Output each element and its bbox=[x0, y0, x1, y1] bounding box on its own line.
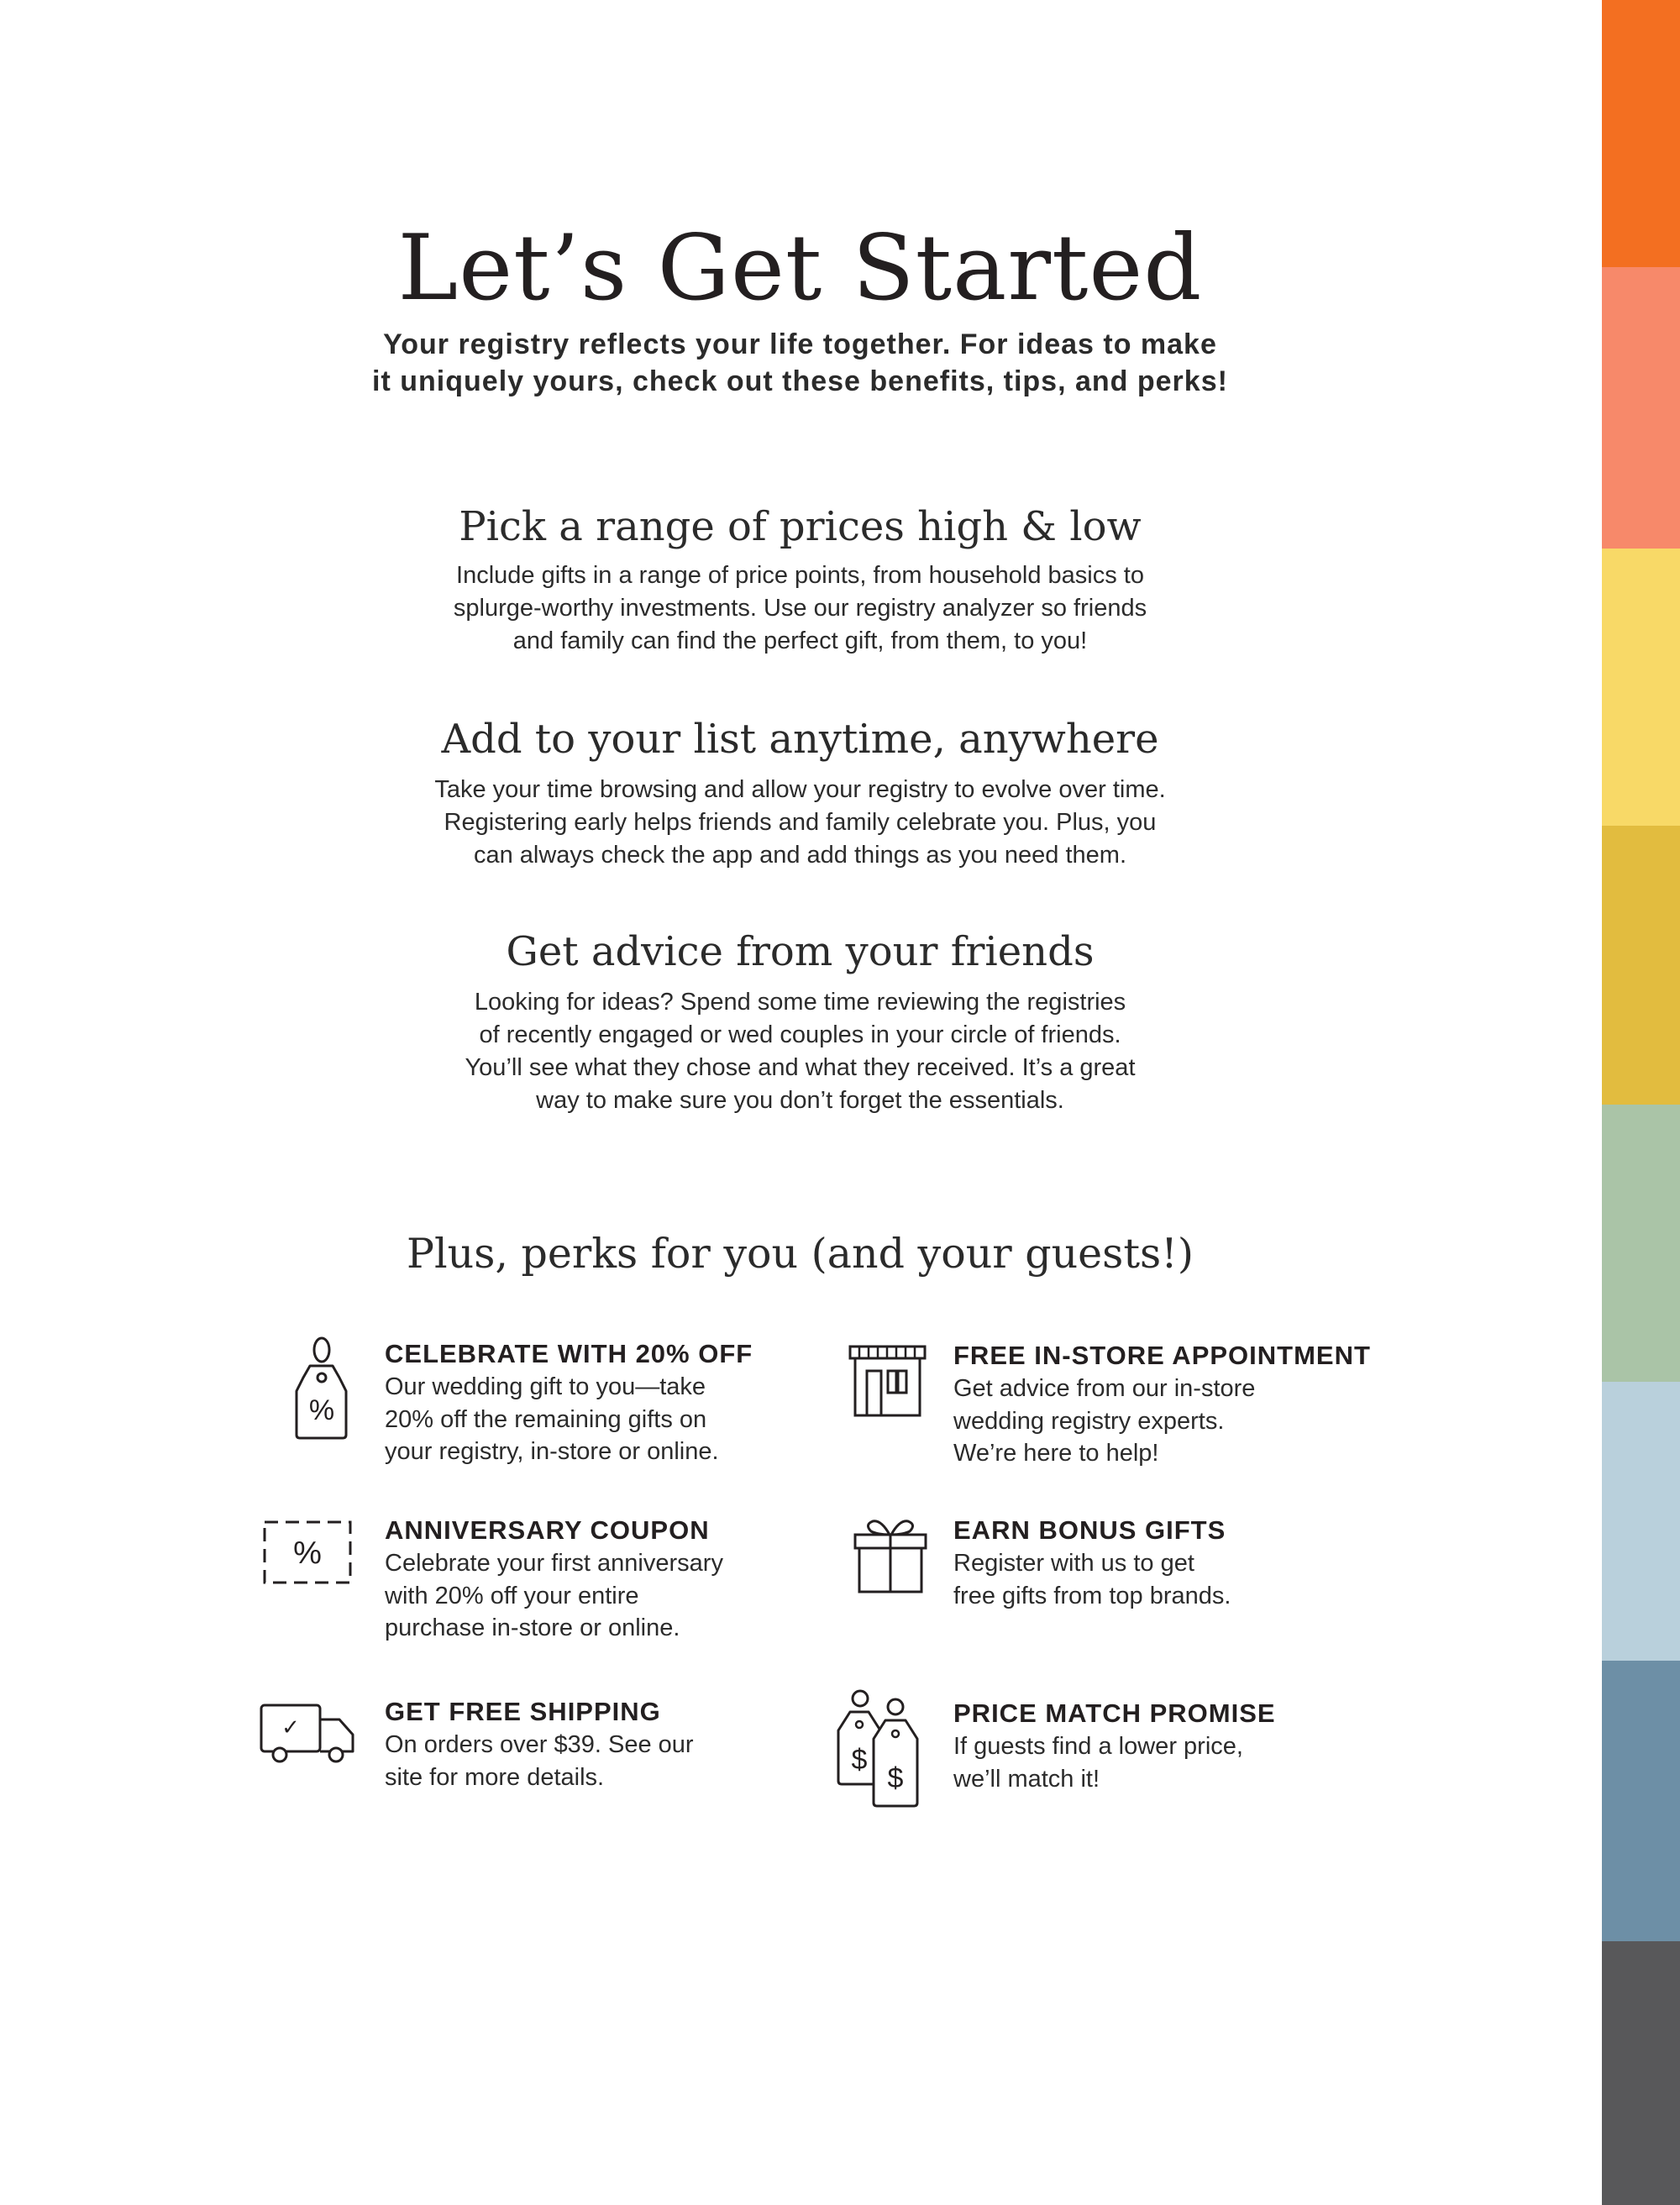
subtitle-line: it uniquely yours, check out these benefits, tips, and perks! bbox=[372, 365, 1228, 397]
perk-line: 20% off the remaining gifts on bbox=[385, 1405, 707, 1433]
body-line: can always check the app and add things as you need them. bbox=[473, 842, 1127, 869]
percent-glyph: % bbox=[308, 1394, 335, 1426]
color-tab-light-blue[interactable] bbox=[1602, 1382, 1680, 1661]
color-tab-orange[interactable] bbox=[1602, 0, 1680, 267]
perk-line: with 20% off your entire bbox=[385, 1582, 639, 1609]
section-heading-advice: Get advice from your friends bbox=[506, 928, 1095, 975]
check-glyph: ✓ bbox=[281, 1715, 300, 1740]
body-line: splurge-worthy investments. Use our registry analyzer so friends bbox=[453, 595, 1147, 622]
storefront-icon bbox=[848, 1344, 927, 1420]
perk-body bbox=[953, 1547, 1424, 1612]
body-line: You’ll see what they chose and what they received. It’s a great bbox=[465, 1054, 1136, 1081]
perk-line: purchase in-store or online. bbox=[385, 1614, 680, 1641]
body-line: and family can find the perfect gift, from them, to you! bbox=[512, 627, 1088, 654]
perk-line: On orders over $39. See our bbox=[385, 1731, 694, 1758]
perk-title: ANNIVERSARY COUPON bbox=[385, 1515, 710, 1545]
perk-line: Celebrate your first anniversary bbox=[385, 1550, 723, 1577]
perk-body bbox=[385, 1729, 855, 1793]
perk-earn-bonus-gifts bbox=[953, 1514, 1424, 1612]
dollar-glyph: $ bbox=[887, 1762, 904, 1794]
perk-celebrate-20-off bbox=[385, 1337, 855, 1468]
dollar-glyph: $ bbox=[851, 1744, 868, 1776]
perk-line: site for more details. bbox=[385, 1763, 605, 1791]
perk-body bbox=[953, 1373, 1424, 1470]
gift-box-icon bbox=[853, 1516, 928, 1594]
perk-title: GET FREE SHIPPING bbox=[385, 1697, 661, 1726]
perk-get-free-shipping bbox=[385, 1695, 855, 1793]
perk-body bbox=[385, 1371, 855, 1468]
body-line: Looking for ideas? Spend some time reviewing the registries bbox=[474, 989, 1126, 1016]
page-subtitle bbox=[0, 326, 1600, 400]
subtitle-line: Your registry reflects your life together. For ideas to make bbox=[383, 328, 1217, 360]
perk-line: If guests find a lower price, bbox=[953, 1733, 1243, 1760]
body-line: Include gifts in a range of price points, from household basics to bbox=[456, 562, 1144, 589]
perk-line: your registry, in-store or online. bbox=[385, 1438, 719, 1465]
perk-line: We’re here to help! bbox=[953, 1440, 1159, 1467]
perks-heading: Plus, perks for you (and your guests!) bbox=[407, 1230, 1194, 1278]
body-line: of recently engaged or wed couples in your circle of friends. bbox=[479, 1021, 1121, 1048]
price-tags-icon bbox=[835, 1687, 927, 1809]
perk-body bbox=[385, 1547, 855, 1645]
percent-tag-icon bbox=[290, 1336, 353, 1441]
color-tab-charcoal[interactable] bbox=[1602, 1941, 1680, 2205]
percent-glyph: % bbox=[293, 1536, 322, 1571]
perk-anniversary-coupon bbox=[385, 1514, 855, 1645]
perk-free-in-store-appointment bbox=[953, 1339, 1424, 1470]
section-body-advice bbox=[0, 986, 1600, 1117]
perk-title: PRICE MATCH PROMISE bbox=[953, 1698, 1276, 1728]
section-body-anytime bbox=[0, 774, 1600, 872]
color-tab-sage[interactable] bbox=[1602, 1105, 1680, 1382]
perk-price-match-promise bbox=[953, 1697, 1424, 1795]
perk-line: wedding registry experts. bbox=[953, 1407, 1225, 1435]
section-heading-anytime: Add to your list anytime, anywhere bbox=[441, 716, 1159, 763]
perk-line: Register with us to get bbox=[953, 1550, 1194, 1577]
perk-line: Our wedding gift to you—take bbox=[385, 1373, 706, 1400]
color-tab-gold[interactable] bbox=[1602, 826, 1680, 1105]
perk-title: CELEBRATE WITH 20% OFF bbox=[385, 1339, 753, 1368]
section-body-prices bbox=[0, 559, 1600, 658]
body-line: Registering early helps friends and family celebrate you. Plus, you bbox=[444, 809, 1157, 836]
color-tab-yellow[interactable] bbox=[1602, 549, 1680, 826]
section-color-tabs bbox=[1602, 0, 1680, 2205]
color-tab-salmon[interactable] bbox=[1602, 267, 1680, 549]
color-tab-steel-blue[interactable] bbox=[1602, 1661, 1680, 1941]
perk-title: EARN BONUS GIFTS bbox=[953, 1515, 1226, 1545]
perk-title: FREE IN-STORE APPOINTMENT bbox=[953, 1341, 1371, 1370]
perk-body bbox=[953, 1730, 1424, 1795]
page-title: Let’s Get Started bbox=[397, 216, 1203, 321]
perk-line: we’ll match it! bbox=[953, 1765, 1100, 1793]
coupon-icon bbox=[262, 1520, 353, 1585]
body-line: way to make sure you don’t forget the essentials. bbox=[536, 1087, 1064, 1114]
section-heading-prices: Pick a range of prices high & low bbox=[459, 503, 1142, 550]
body-line: Take your time browsing and allow your registry to evolve over time. bbox=[434, 776, 1166, 803]
delivery-truck-icon bbox=[259, 1703, 355, 1766]
perk-line: Get advice from our in-store bbox=[953, 1375, 1256, 1402]
perk-line: free gifts from top brands. bbox=[953, 1582, 1231, 1609]
